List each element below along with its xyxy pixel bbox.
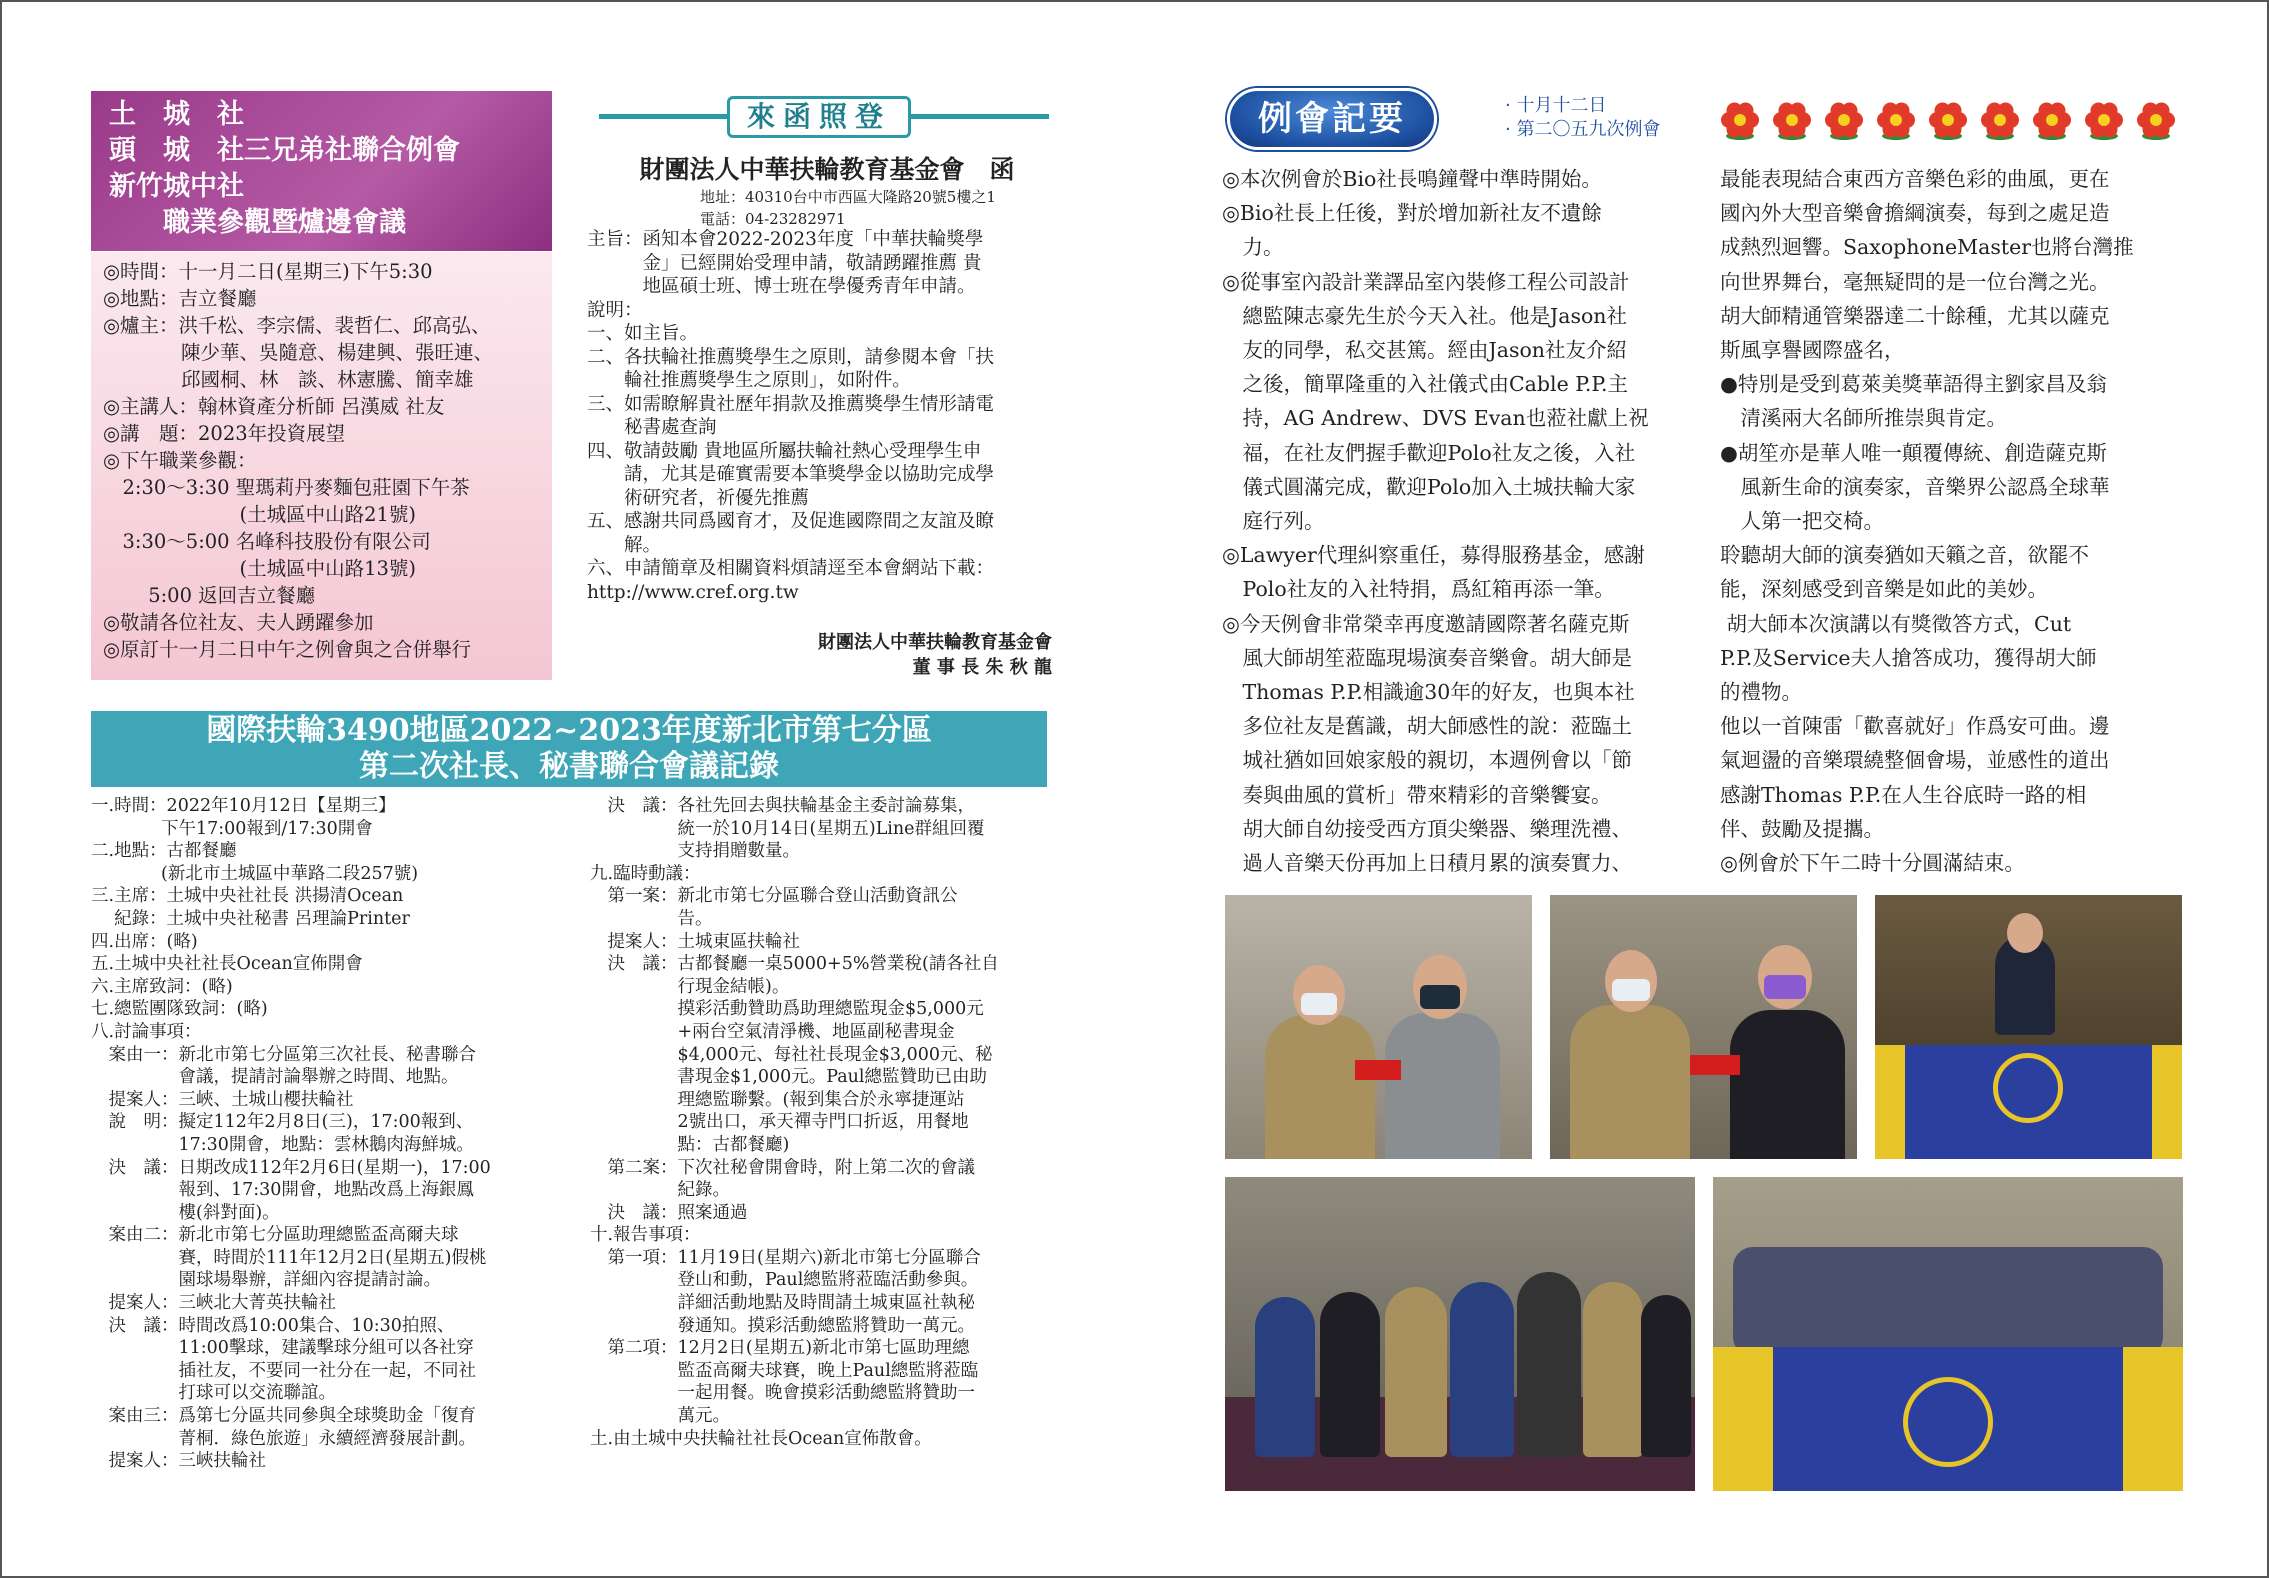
- photo-induction-2: [1550, 895, 1857, 1159]
- meeting-row: 陳少華、吳隨意、楊建興、張旺連、: [103, 341, 494, 364]
- face-mask: [1301, 993, 1337, 1015]
- weekly-report-column-1: [1222, 162, 1692, 880]
- report-line: Polo社友的入社特捐，爲紅箱再添一筆。: [1222, 577, 1615, 602]
- minutes-line: 土.由土城中央扶輪社社長Ocean宣佈散會。: [590, 1428, 932, 1449]
- minutes-line: 點：古都餐廳): [590, 1134, 790, 1155]
- report-line: 庭行列。: [1222, 509, 1325, 534]
- rotary-emblem: [1903, 1377, 1993, 1467]
- minutes-line: 園球場舉辦，詳細內容提請討論。: [91, 1270, 441, 1291]
- letter-line: 請，尤其是確實需要本筆獎學金以協助完成學: [587, 464, 995, 485]
- minutes-line: 九.臨時動議：: [590, 863, 701, 884]
- letter-banner: [599, 96, 1049, 138]
- minutes-line: 2號出口，承天禪寺門口折返，用餐地: [590, 1112, 969, 1133]
- letter-url[interactable]: http://www.cref.org.tw: [587, 581, 799, 603]
- meeting-row: 3:30～5:00 名峰科技股份有限公司: [103, 530, 431, 553]
- minutes-line: 摸彩活動贊助爲助理總監現金$5,000元: [590, 999, 984, 1020]
- report-line: 向世界舞台，毫無疑問的是一位台灣之光。: [1720, 269, 2110, 294]
- person-shape: [1583, 1282, 1643, 1457]
- person-shape: [1450, 1282, 1514, 1457]
- minutes-line: 案由三：爲第七分區共同參與全球獎助金「復育: [91, 1406, 476, 1427]
- report-line: ●特別是受到葛萊美獎華語得主劉家昌及翁: [1720, 372, 2107, 397]
- report-line: 總監陳志豪先生於今天入社。他是Jason社: [1222, 303, 1628, 328]
- signature-org: 財團法人中華扶輪教育基金會: [818, 632, 1052, 653]
- minutes-line: 發通知。摸彩活動總監將贊助一萬元。: [590, 1315, 975, 1336]
- minutes-line: 詳細活動地點及時間請土城東區社執秘: [590, 1293, 975, 1314]
- report-line: ◎Lawyer代理糾察重任，募得服務基金，感謝: [1222, 543, 1645, 568]
- flower-icon: [1822, 98, 1866, 142]
- letter-body: [587, 228, 1055, 604]
- report-line: 儀式圓滿完成，歡迎Polo加入土城扶輪大家: [1222, 474, 1636, 499]
- meeting-row: 邱國桐、林 談、林憲騰、簡幸雄: [103, 368, 474, 391]
- minutes-line: 八.討論事項：: [91, 1021, 202, 1042]
- minutes-line: 案由二：新北市第七分區助理總監盃高爾夫球: [91, 1225, 459, 1246]
- rotary-emblem: [1993, 1053, 2063, 1123]
- meeting-head-line: 新竹城中社: [109, 171, 244, 202]
- meeting-row: ◎爐主：洪千松、李宗儒、裴哲仁、邱高弘、: [103, 314, 491, 337]
- person-shape: [1265, 1015, 1375, 1159]
- meeting-row: ◎地點：吉立餐廳: [103, 287, 257, 310]
- meeting-row: (土城區中山路13號): [103, 557, 417, 580]
- minutes-line: 決 議：照案通過: [590, 1202, 748, 1223]
- person-head: [2007, 913, 2043, 953]
- signature-chair: 董 事 長 朱 秋 龍: [912, 657, 1052, 678]
- minutes-line: 五.土城中央社社長Ocean宣佈開會: [91, 954, 363, 975]
- person-shape: [1255, 1297, 1315, 1457]
- weekly-meeting-date: · 十月十二日 · 第二〇五九次例會: [1505, 95, 1661, 140]
- minutes-line: 第二項：12月2日(星期五)新北市第七區助理總: [590, 1338, 970, 1359]
- minutes-line: 賽，時間於111年12月2日(星期五)假桃: [91, 1247, 487, 1268]
- minutes-line: 提案人：三峽北大菁英扶輪社: [91, 1293, 336, 1314]
- person-shape: [1730, 1010, 1845, 1159]
- joint-meeting-details: [91, 252, 552, 680]
- letter-line: 五、感謝共同爲國育才，及促進國際間之友誼及瞭: [587, 511, 995, 532]
- district-title-line2: 第二次社長、秘書聯合會議記錄: [359, 749, 779, 784]
- report-line: 風大師胡笙蒞臨現場演奏音樂會。胡大師是: [1222, 645, 1632, 670]
- minutes-line: 統一於10月14日(星期五)Line群組回覆: [590, 818, 985, 839]
- minutes-line: 說 明：擬定112年2月8日(三)，17:00報到、: [91, 1112, 474, 1133]
- district-title-line1: 國際扶輪3490地區2022~2023年度新北市第七分區: [206, 713, 932, 748]
- meeting-head-line: 職業參觀暨爐邊會議: [109, 207, 406, 238]
- minutes-line: 報到、17:30開會，地點改爲上海銀鳳: [91, 1180, 474, 1201]
- report-line: 過人音樂天份再加上日積月累的演奏實力、: [1222, 851, 1632, 876]
- minutes-line: 11:00擊球，建議擊球分組可以各社穿: [91, 1338, 474, 1359]
- flower-icon: [2134, 98, 2178, 142]
- minutes-line: 會議，提請討論舉辦之時間、地點。: [91, 1067, 459, 1088]
- letter-line: 主旨：函知本會2022-2023年度「中華扶輪獎學: [587, 229, 984, 250]
- meeting-row: ◎敬請各位社友、夫人踴躍參加: [103, 611, 374, 634]
- face-mask: [1764, 975, 1806, 999]
- flower-icon: [1770, 98, 1814, 142]
- letter-phone: 電話：04-23282971: [700, 210, 846, 228]
- letter-line: 術研究者，祈優先推薦: [587, 487, 810, 509]
- minutes-line: 樓(斜對面)。: [91, 1202, 280, 1223]
- flower-icon: [2082, 98, 2126, 142]
- minutes-line: 理總監聯繫。(報到集合於永寧捷運站: [590, 1089, 965, 1110]
- crowd-shape: [1733, 1247, 2163, 1357]
- report-line: 力。: [1222, 235, 1284, 260]
- flower-icon: [2030, 98, 2074, 142]
- report-line: 成熱烈迴響。SaxophoneMaster也將台灣推: [1720, 235, 2134, 260]
- person-shape: [1570, 1005, 1690, 1159]
- letter-title: 財團法人中華扶輪教育基金會 函: [639, 155, 1015, 184]
- meeting-head-line: 頭 城 社三兄弟社聯合例會: [109, 135, 460, 166]
- letter-signature: [702, 630, 1052, 680]
- meeting-row: 2:30～3:30 聖瑪莉丹麥麵包莊園下午茶: [103, 476, 470, 499]
- photo-group-rotary-banner: [1713, 1177, 2183, 1491]
- report-line: ◎今天例會非常榮幸再度邀請國際著名薩克斯: [1222, 611, 1630, 636]
- minutes-line: 第一案：新北市第七分區聯合登山活動資訊公: [590, 886, 958, 907]
- meeting-row: (土城區中山路21號): [103, 503, 417, 526]
- report-line: 友的同學，私交甚篤。經由Jason社友介紹: [1222, 338, 1628, 363]
- person-shape: [1320, 1292, 1380, 1457]
- report-line: 能，深刻感受到音樂是如此的美妙。: [1720, 577, 2048, 602]
- report-line: 斯風享譽國際盛名，: [1720, 338, 1905, 363]
- report-line: 風新生命的演奏家，音樂界公認爲全球華: [1720, 474, 2110, 499]
- flower-decoration: [1718, 98, 2178, 144]
- report-line: ◎從事室內設計業譯品室內裝修工程公司設計: [1222, 269, 1630, 294]
- flower-icon: [1718, 98, 1762, 142]
- minutes-line: 提案人：三峽、土城山櫻扶輪社: [91, 1089, 354, 1110]
- report-line: 胡大師精通管樂器達二十餘種，尤其以薩克: [1720, 303, 2110, 328]
- letter-line: 一、如主旨。: [587, 323, 699, 344]
- letter-line: 金」已經開始受理申請，敬請踴躍推薦 貴: [587, 252, 982, 274]
- minutes-line: 第二案：下次社秘會開會時，附上第二次的會議: [590, 1157, 975, 1178]
- report-line: ◎Bio社長上任後，對於增加新社友不遺餘: [1222, 201, 1602, 226]
- weekly-report-column-2: [1720, 162, 2184, 880]
- minutes-line: 監盃高爾夫球賽，晚上Paul總監將蒞臨: [590, 1360, 979, 1381]
- face-mask: [1420, 985, 1460, 1009]
- flower-icon: [1874, 98, 1918, 142]
- photo-induction-1: [1225, 895, 1532, 1159]
- letter-line: 二、各扶輪社推薦獎學生之原則，請參閱本會「扶: [587, 346, 995, 368]
- minutes-line: 三.主席：土城中央社社長 洪揚清Ocean: [91, 886, 404, 907]
- minutes-line: 紀錄：土城中央社秘書 呂理論Printer: [91, 908, 410, 929]
- person-shape: [1385, 1013, 1500, 1159]
- letter-line: 四、敬請鼓勵 貴地區所屬扶輪社熱心受理學生申: [587, 440, 982, 462]
- letter-line: 說明：: [587, 299, 643, 321]
- photo-group-thumbs-up: [1225, 1177, 1695, 1491]
- minutes-line: 萬元。: [590, 1406, 730, 1427]
- report-line: 多位社友是舊識，胡大師感性的說：蒞臨土: [1222, 714, 1632, 739]
- letter-line: 輪社推薦獎學生之原則」，如附件。: [587, 370, 911, 391]
- minutes-line: 決 議：日期改成112年2月6日(星期一)，17:00: [91, 1157, 491, 1178]
- report-line: 國內外大型音樂會擔綱演奏，每到之處足造: [1720, 201, 2110, 226]
- minutes-line: 決 議：古都餐廳一桌5000+5%營業稅(請各社自: [590, 954, 999, 975]
- letter-line: 地區碩士班、博士班在學優秀青年申請。: [587, 276, 976, 297]
- minutes-line: 二.地點：古都餐廳: [91, 841, 237, 862]
- photo-saxophone-performance: [1875, 895, 2182, 1159]
- report-line: 他以一首陳雷「歡喜就好」作爲安可曲。邊: [1720, 714, 2110, 739]
- report-line: 持，AG Andrew、DVS Evan也蒞社獻上祝: [1222, 406, 1649, 431]
- minutes-line: 決 議：時間改爲10:00集合、10:30拍照、: [91, 1315, 455, 1336]
- minutes-line: 第一項：11月19日(星期六)新北市第七分區聯合: [590, 1247, 981, 1268]
- minutes-line: 行現金結帳)。: [590, 976, 790, 997]
- report-line: Thomas P.P.相識逾30年的好友，也與本社: [1222, 680, 1635, 705]
- minutes-line: 書現金$1,000元。Paul總監贊助已由助: [590, 1067, 988, 1088]
- person-shape: [1517, 1272, 1581, 1457]
- face-mask: [1612, 979, 1650, 1001]
- meeting-head-line: 土 城 社: [109, 99, 244, 130]
- weekly-meeting-logo: 例會記要: [1227, 88, 1437, 150]
- report-line: ●胡笙亦是華人唯一顛覆傳統、創造薩克斯: [1720, 440, 2107, 465]
- meeting-row: ◎主講人：翰林資產分析師 呂漢威 社友: [103, 395, 445, 418]
- minutes-line: 十.報告事項：: [590, 1225, 701, 1246]
- report-line: 城社猶如回娘家般的親切，本週例會以「節: [1222, 748, 1632, 773]
- minutes-line: 提案人：土城東區扶輪社: [590, 931, 800, 952]
- report-line: 清溪兩大名師所推崇與肯定。: [1720, 406, 2007, 431]
- report-line: 胡大師本次演講以有獎徵答方式，Cut: [1720, 611, 2072, 636]
- joint-meeting-header: [91, 91, 552, 251]
- minutes-line: 17:30開會，地點：雲林鵝肉海鮮城。: [91, 1134, 474, 1155]
- minutes-line: 打球可以交流聯誼。: [91, 1383, 336, 1404]
- meeting-row: ◎講 題：2023年投資展望: [103, 422, 346, 445]
- minutes-line: 提案人：三峽扶輪社: [91, 1451, 266, 1472]
- minutes-line: 一.時間：2022年10月12日【星期三】: [91, 796, 396, 816]
- letter-line: 三、如需瞭解貴社歷年捐款及推薦獎學生情形請電: [587, 393, 995, 415]
- minutes-line: 一起用餐。晚會摸彩活動總監將贊助一: [590, 1383, 975, 1404]
- report-line: 胡大師自幼接受西方頂尖樂器、樂理洗禮、: [1222, 816, 1632, 841]
- red-envelope: [1690, 1055, 1740, 1075]
- letter-address: 地址：40310台中市西區大隆路20號5樓之1: [700, 188, 996, 206]
- minutes-line: 紀錄。: [590, 1180, 730, 1201]
- report-line: ◎本次例會於Bio社長鳴鐘聲中準時開始。: [1222, 167, 1602, 191]
- meeting-row: ◎下午職業參觀：: [103, 449, 257, 472]
- meeting-row: ◎原訂十一月二日中午之例會與之合併舉行: [103, 638, 472, 661]
- letter-address-block: [700, 186, 1100, 230]
- meeting-row: ◎時間：十一月二日(星期三)下午5:30: [103, 260, 433, 283]
- report-line: 最能表現結合東西方音樂色彩的曲風，更在: [1720, 167, 2110, 191]
- minutes-line: 插社友，不要同一社分在一起，不同社: [91, 1360, 476, 1381]
- minutes-line: (新北市土城區中華路二段257號): [91, 863, 419, 884]
- minutes-left-column: [91, 795, 596, 1473]
- report-line: 氣迴盪的音樂環繞整個會場，並感性的道出: [1720, 748, 2110, 773]
- report-line: 之後，簡單隆重的入社儀式由Cable P.P.主: [1222, 372, 1629, 397]
- report-line: ◎例會於下午二時十分圓滿結束。: [1720, 851, 2025, 876]
- report-line: 聆聽胡大師的演奏猶如天籟之音，欲罷不: [1720, 543, 2089, 568]
- report-line: 奏與曲風的賞析」帶來精彩的音樂饗宴。: [1222, 782, 1612, 807]
- minutes-line: 七.總監團隊致詞：(略): [91, 999, 268, 1020]
- minutes-line: $4,000元、每社社長現金$3,000元、秘: [590, 1044, 993, 1065]
- minutes-line: +兩台空氣清淨機、地區副秘書現金: [590, 1021, 955, 1042]
- flower-icon: [1926, 98, 1970, 142]
- minutes-line: 告。: [590, 908, 713, 929]
- minutes-line: 四.出席：(略): [91, 931, 198, 952]
- person-shape: [1385, 1287, 1447, 1457]
- minutes-line: 六.主席致詞：(略): [91, 976, 233, 997]
- letter-banner-label: 來函照登: [727, 96, 911, 138]
- report-line: 福，在社友們握手歡迎Polo社友之後，入社: [1222, 440, 1636, 465]
- meeting-row: 5:00 返回吉立餐廳: [103, 584, 316, 607]
- minutes-line: 支持捐贈數量。: [590, 841, 800, 862]
- minutes-line: 下午17:00報到/17:30開會: [91, 818, 373, 839]
- letter-line: 解。: [587, 534, 662, 556]
- person-shape: [1641, 1295, 1691, 1457]
- minutes-line: 菁桐．綠色旅遊」永續經濟發展計劃。: [91, 1428, 476, 1449]
- report-line: 人第一把交椅。: [1720, 509, 1884, 534]
- report-line: 感謝Thomas P.P.在人生谷底時一路的相: [1720, 782, 2087, 807]
- letter-line: 六、申請簡章及相關資料煩請逕至本會網站下載：: [587, 558, 995, 579]
- district-minutes-banner: [91, 711, 1047, 787]
- report-line: 的禮物。: [1720, 680, 1802, 705]
- minutes-line: 登山和動，Paul總監將蒞臨活動參與。: [590, 1270, 979, 1291]
- flower-icon: [1978, 98, 2022, 142]
- red-envelope: [1355, 1060, 1401, 1080]
- minutes-line: 案由一：新北市第七分區第三次社長、秘書聯合: [91, 1044, 476, 1065]
- letter-line: 秘書處查詢: [587, 417, 717, 438]
- minutes-right-column: [590, 795, 1060, 1450]
- report-line: 伴、鼓勵及提攜。: [1720, 816, 1884, 841]
- report-line: P.P.及Service夫人搶答成功，獲得胡大師: [1720, 645, 2097, 670]
- minutes-line: 決 議：各社先回去與扶輪基金主委討論募集，: [590, 796, 975, 816]
